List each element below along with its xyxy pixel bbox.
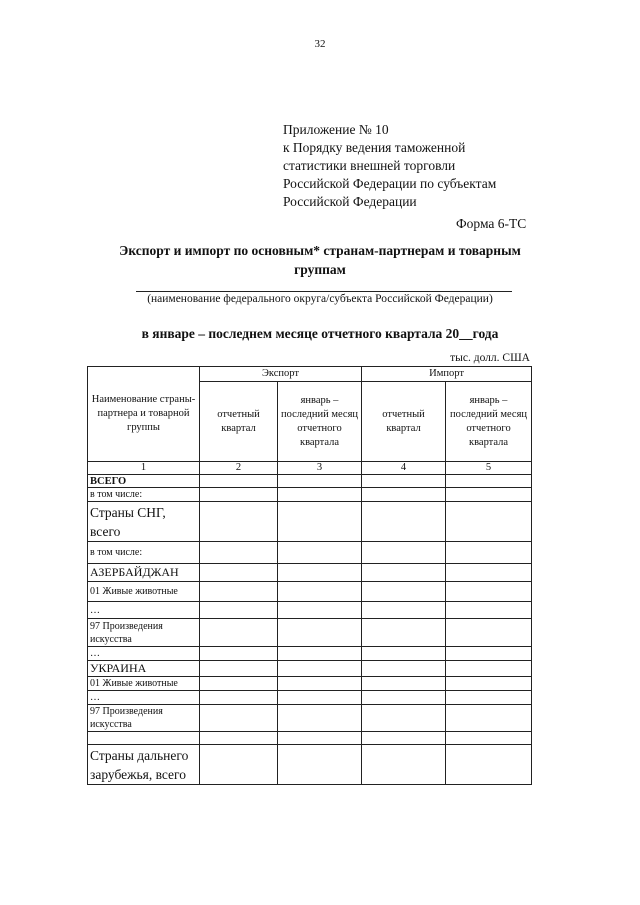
row-label: 01 Живые животные [88,677,200,691]
empty-cell [362,602,446,619]
row-label: 01 Живые животные [88,582,200,602]
table-row [88,542,532,564]
empty-cell [446,602,532,619]
region-caption: (наименование федерального округа/субъекта Российской Федерации) [147,293,493,305]
empty-cell [278,502,362,542]
empty-cell [362,582,446,602]
appendix-line: статистики внешней торговли [283,158,456,173]
column-number: 3 [278,462,362,475]
table-row [88,677,532,691]
appendix-block [283,121,496,211]
appendix-line: к Порядку ведения таможенной [283,140,466,155]
empty-cell [200,488,278,502]
table-row [88,619,532,647]
row-label: 97 Произведения искусства [88,619,200,647]
header-name: Наименование страны-партнера и товарной группы [88,367,200,462]
empty-cell [200,564,278,582]
empty-cell [200,691,278,705]
table-row [88,564,532,582]
empty-cell [200,542,278,564]
empty-cell [200,732,278,745]
empty-cell [200,502,278,542]
column-number: 2 [200,462,278,475]
empty-cell [278,564,362,582]
table-row [88,705,532,732]
empty-cell [362,542,446,564]
empty-cell [278,582,362,602]
header-export-period: январь – последний месяц отчетного квартала [278,382,362,462]
appendix-line: Приложение № 10 [283,122,389,137]
empty-cell [200,647,278,661]
table-row [88,745,532,785]
row-label: Страны дальнего зарубежья, всего [88,745,200,785]
empty-cell [200,602,278,619]
empty-cell [278,732,362,745]
empty-cell [362,677,446,691]
empty-cell [446,677,532,691]
header-import: Импорт [362,367,532,382]
empty-cell [446,619,532,647]
header-import-quarter: отчетный квартал [362,382,446,462]
period-heading: в январе – последнем месяце отчетного квартала 20__года [141,326,499,341]
unit-label: тыс. долл. США [450,352,530,364]
table-row [88,602,532,619]
table-row [88,475,532,488]
empty-cell [200,705,278,732]
empty-cell [200,677,278,691]
page-number: 32 [314,38,326,50]
empty-cell [446,745,532,785]
table-row [88,691,532,705]
empty-cell [278,475,362,488]
column-number: 1 [88,462,200,475]
empty-cell [446,564,532,582]
empty-cell [362,619,446,647]
empty-cell [362,502,446,542]
row-label: Страны СНГ, всего [88,502,200,542]
empty-cell [200,619,278,647]
row-label: АЗЕРБАЙДЖАН [88,564,200,582]
empty-cell [278,691,362,705]
table-row [88,661,532,677]
row-label [88,732,200,745]
empty-cell [278,677,362,691]
empty-cell [362,705,446,732]
empty-cell [278,705,362,732]
empty-cell [446,475,532,488]
row-label: … [88,691,200,705]
appendix-line: Российской Федерации [283,194,417,209]
row-label: … [88,647,200,661]
table-row [88,732,532,745]
empty-cell [446,661,532,677]
column-number: 4 [362,462,446,475]
document-title [92,241,548,279]
empty-cell [362,647,446,661]
empty-cell [278,602,362,619]
empty-cell [278,647,362,661]
header-import-period: январь – последний месяц отчетного квартала [446,382,532,462]
row-label: в том числе: [88,542,200,564]
header-export-quarter: отчетный квартал [200,382,278,462]
column-number: 5 [446,462,532,475]
empty-cell [446,502,532,542]
empty-cell [446,647,532,661]
empty-cell [362,564,446,582]
title-line-2: группам [294,262,346,277]
empty-cell [362,475,446,488]
empty-cell [362,488,446,502]
empty-cell [446,705,532,732]
row-label: в том числе: [88,488,200,502]
empty-cell [362,745,446,785]
empty-cell [362,661,446,677]
column-number-row [88,462,532,475]
row-label: УКРАИНА [88,661,200,677]
empty-cell [200,475,278,488]
data-table [87,366,532,785]
empty-cell [362,691,446,705]
table-row [88,647,532,661]
empty-cell [446,691,532,705]
form-label: Форма 6-ТС [456,216,527,231]
row-label: 97 Произведения искусства [88,705,200,732]
empty-cell [446,732,532,745]
appendix-line: Российской Федерации по субъектам [283,176,497,191]
region-underline [136,291,512,292]
empty-cell [278,745,362,785]
empty-cell [362,732,446,745]
empty-cell [200,582,278,602]
table-body [88,475,532,785]
empty-cell [278,542,362,564]
table-row [88,502,532,542]
empty-cell [278,661,362,677]
header-export: Экспорт [200,367,362,382]
empty-cell [200,745,278,785]
empty-cell [278,488,362,502]
empty-cell [446,488,532,502]
row-label: ВСЕГО [88,475,200,488]
empty-cell [446,542,532,564]
table-row [88,488,532,502]
empty-cell [278,619,362,647]
empty-cell [446,582,532,602]
title-line-1: Экспорт и импорт по основным* странам-партнерам и товарным [119,243,521,258]
empty-cell [200,661,278,677]
row-label: … [88,602,200,619]
table-row [88,582,532,602]
